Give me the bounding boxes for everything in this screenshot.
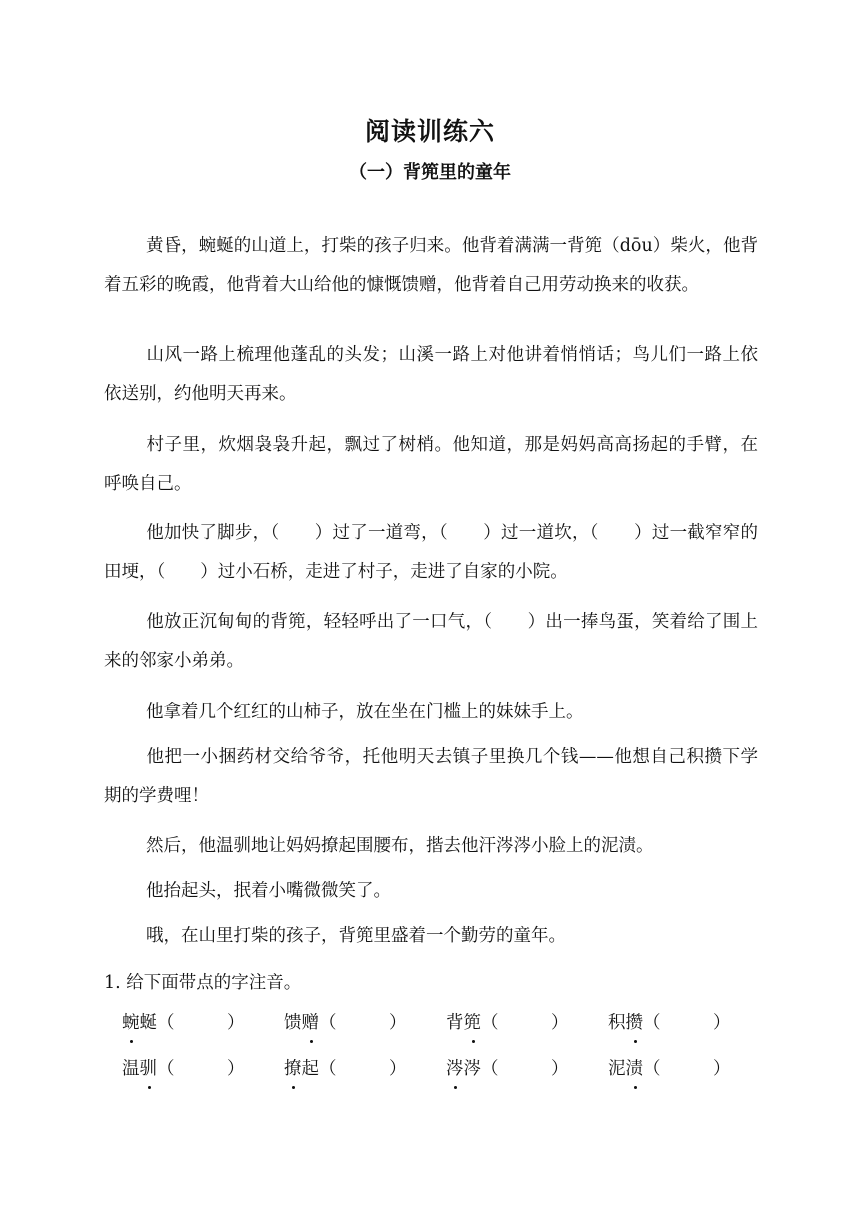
pinyin-item	[608, 1055, 731, 1080]
passage-paragraph: 然后，他温驯地让妈妈撩起围腰布，揩去他汗涔涔小脸上的泥渍。	[146, 836, 654, 856]
emphasis-dot	[130, 1040, 133, 1043]
emphasis-dot	[634, 1040, 637, 1043]
page-title: 阅读训练六	[364, 117, 495, 146]
dotted-word: 蜿蜒	[122, 1013, 157, 1033]
passage-title: （一）背篼里的童年	[349, 162, 511, 183]
pinyin-item	[284, 1055, 407, 1080]
pinyin-item	[122, 1009, 245, 1034]
pinyin-item	[608, 1009, 731, 1034]
answer-blank[interactable]: （ ）	[319, 1059, 407, 1079]
answer-blank[interactable]: （ ）	[157, 1013, 245, 1033]
dotted-word: 温驯	[122, 1059, 157, 1079]
answer-blank[interactable]: （ ）	[481, 1013, 569, 1033]
passage-paragraph: 他加快了脚步，（ ）过了一道弯，（ ）过一道坎，（ ）过一截窄窄的田埂，（ ）过小石桥，走进了村子，走进了自家的小院。	[104, 523, 758, 582]
pinyin-item	[284, 1009, 407, 1034]
passage-paragraph: 他拿着几个红红的山柿子，放在坐在门槛上的妹妹手上。	[146, 702, 584, 722]
passage-paragraph: 他把一小捆药材交给爷爷，托他明天去镇子里换几个钱——他想自己积攒下学期的学费哩！	[104, 747, 758, 806]
emphasis-dot	[454, 1086, 457, 1089]
emphasis-dot	[310, 1040, 313, 1043]
answer-blank[interactable]: （ ）	[157, 1059, 245, 1079]
answer-blank[interactable]: （ ）	[643, 1059, 731, 1079]
answer-blank[interactable]: （ ）	[481, 1059, 569, 1079]
emphasis-dot	[634, 1086, 637, 1089]
dotted-word: 背篼	[446, 1013, 481, 1033]
dotted-word: 涔涔	[446, 1059, 481, 1079]
dotted-word: 泥渍	[608, 1059, 643, 1079]
pinyin-item	[446, 1055, 569, 1080]
passage-paragraph: 哦，在山里打柴的孩子，背篼里盛着一个勤劳的童年。	[146, 926, 566, 946]
passage-paragraph: 山风一路上梳理他蓬乱的头发；山溪一路上对他讲着悄悄话；鸟儿们一路上依依送别，约他明天再来。	[104, 345, 758, 404]
passage-paragraph: 黄昏，蜿蜒的山道上，打柴的孩子归来。他背着满满一背篼（dōu）柴火，他背着五彩的晚霞，他背着大山给他的慷慨馈赠，他背着自己用劳动换来的收获。	[104, 236, 758, 295]
pinyin-item	[446, 1009, 569, 1034]
dotted-word: 馈赠	[284, 1013, 319, 1033]
answer-blank[interactable]: （ ）	[643, 1013, 731, 1033]
dotted-word: 积攒	[608, 1013, 643, 1033]
passage-paragraph: 村子里，炊烟袅袅升起，飘过了树梢。他知道，那是妈妈高高扬起的手臂，在呼唤自己。	[104, 435, 758, 494]
question-1-prompt: 1. 给下面带点的字注音。	[104, 973, 302, 993]
emphasis-dot	[292, 1086, 295, 1089]
emphasis-dot	[148, 1086, 151, 1089]
pinyin-item	[122, 1055, 245, 1080]
passage-paragraph: 他抬起头，抿着小嘴微微笑了。	[146, 881, 391, 901]
dotted-word: 撩起	[284, 1059, 319, 1079]
emphasis-dot	[472, 1040, 475, 1043]
passage-paragraph: 他放正沉甸甸的背篼，轻轻呼出了一口气，（ ）出一捧鸟蛋，笑着给了围上来的邻家小弟弟。	[104, 612, 758, 671]
answer-blank[interactable]: （ ）	[319, 1013, 407, 1033]
